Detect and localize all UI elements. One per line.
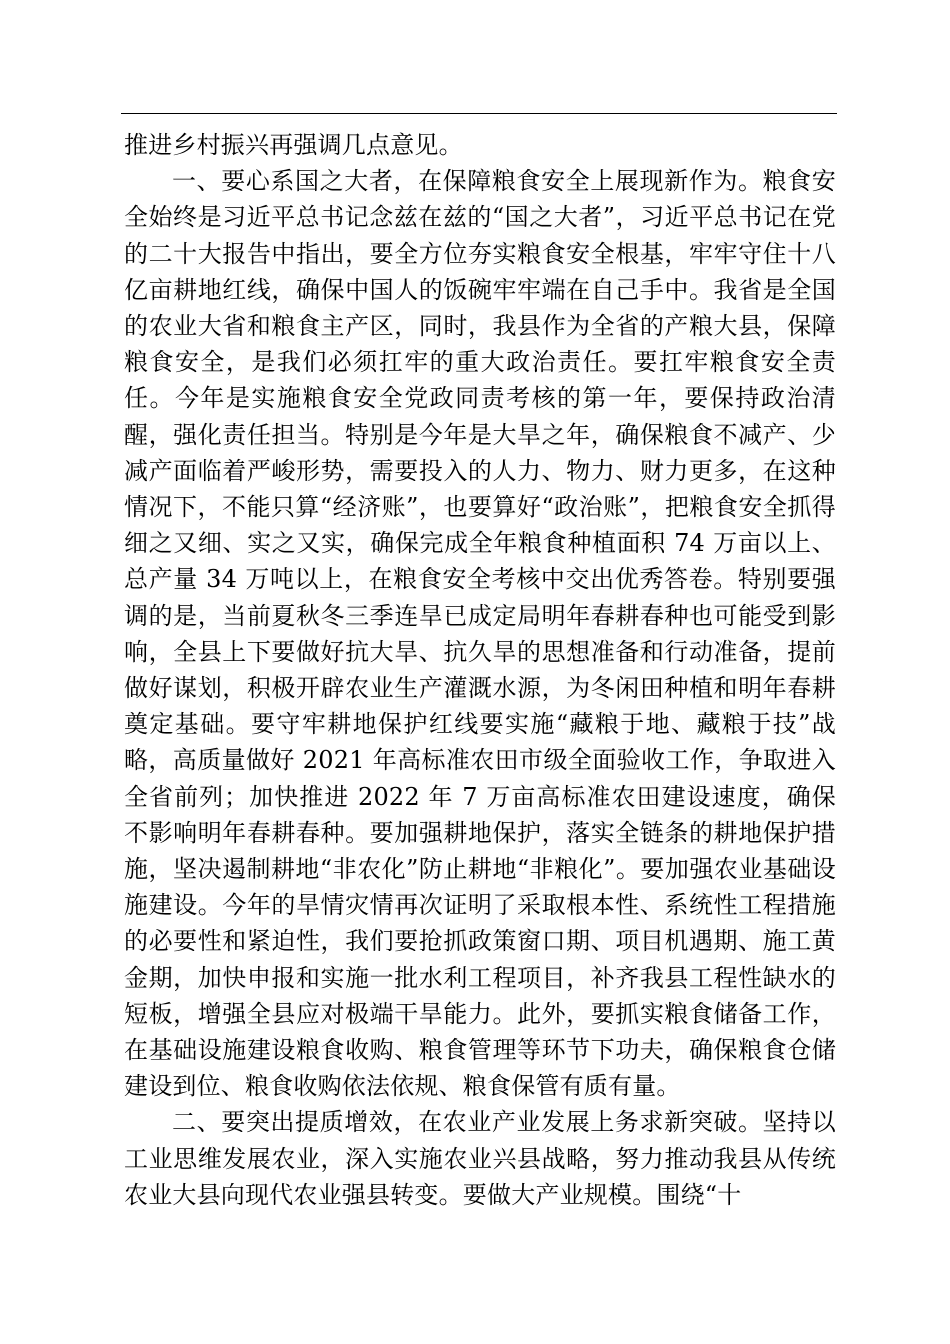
paragraph-intro-continuation: 推进乡村振兴再强调几点意见。 — [124, 131, 463, 159]
document-body — [124, 127, 836, 1213]
header-rule — [121, 113, 837, 114]
paragraph-section-two: 二、要突出提质增效，在农业产业发展上务求新突破。坚持以工业思维发展农业，深入实施农业兴县战略，努力推动我县从传统农业大县向现代农业强县转变。要做大产业规模。围绕“十 — [124, 1108, 836, 1209]
paragraph-section-one: 一、要心系国之大者，在保障粮食安全上展现新作为。粮食安全始终是习近平总书记念兹在兹的“国之大者”，习近平总书记在党的二十大报告中指出，要全方位夯实粮食安全根基，牢牢守住十八亿亩耕地红线，确保中国人的饭碗牢牢端在自己手中。我省是全国的农业大省和粮食主产区，同时，我县作为全省的产粮大县，保障粮食安全，是我们必须扛牢的重大政治责任。要扛牢粮食安全责任。今年是实施粮食安全党政同责考核的第一年，要保持政治清醒，强化责任担当。特别是今年是大旱之年，确保粮食不减产、少减产面临着严峻形势，需要投入的人力、物力、财力更多，在这种情况下，不能只算“经济账”，也要算好“政治账”，把粮食安全抓得细之又细、实之又实，确保完成全年粮食种植面积 74 万亩以上、总产量 34 万吨以上，在粮食安全考核中交出优秀答卷。特别要强调的是，当前夏秋冬三季连旱已成定局明年春耕春种也可能受到影响，全县上下要做好抗大旱、抗久旱的思想准备和行动准备，提前做好谋划，积极开辟农业生产灌溉水源，为冬闲田种植和明年春耕奠定基础。要守牢耕地保护红线要实施“藏粮于地、藏粮于技”战略，高质量做好 2021 年高标准农田市级全面验收工作，争取进入全省前列；加快推进 2022 年 7 万亩高标准农田建设速度，确保不影响明年春耕春种。要加强耕地保护，落实全链条的耕地保护措施，坚决遏制耕地“非农化”防止耕地“非粮化”。要加强农业基础设施建设。今年的旱情灾情再次证明了采取根本性、系统性工程措施的必要性和紧迫性，我们要抢抓政策窗口期、项目机遇期、施工黄金期，加快申报和实施一批水利工程项目，补齐我县工程性缺水的短板，增强全县应对极端干旱能力。此外，要抓实粮食储备工作，在基础设施建设粮食收购、粮食管理等环节下功夫，确保粮食仓储建设到位、粮食收购依法依规、粮食保管有质有量。 — [124, 167, 836, 1101]
